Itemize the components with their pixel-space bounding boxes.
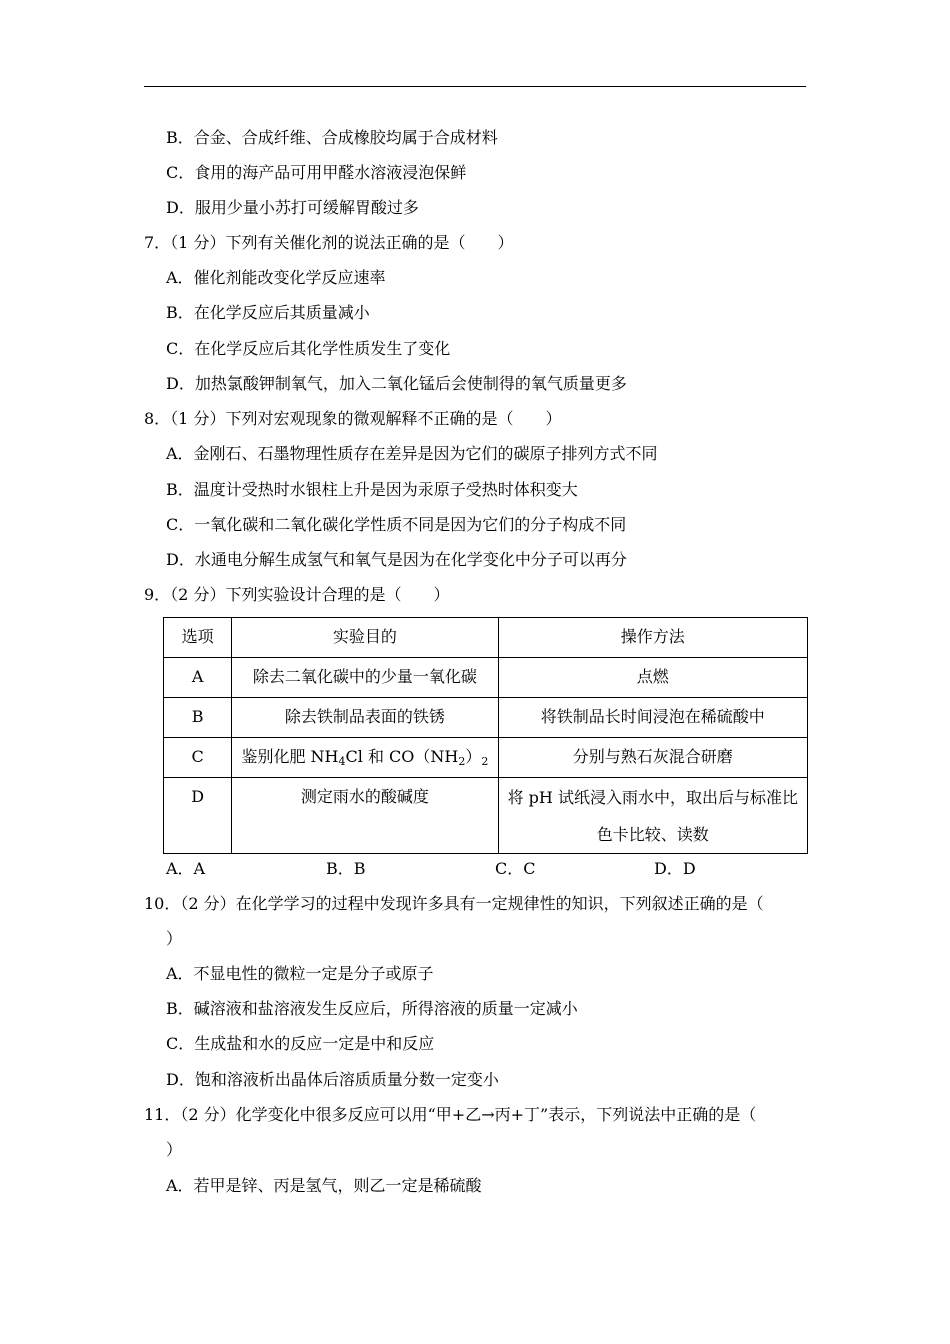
q10-option-d: D．饱和溶液析出晶体后溶质质量分数一定变小 [166, 1070, 499, 1089]
header-rule [144, 86, 806, 87]
formula-subscript: 2 [458, 755, 466, 768]
q9-stem: 9．（2 分）下列实验设计合理的是（ ） [144, 585, 450, 604]
formula-subscript: 2 [481, 755, 489, 768]
row-c-option: C [164, 738, 232, 778]
q11-stem-cont: ） [166, 1140, 183, 1159]
q9-choice-d: D．D [654, 859, 696, 878]
formula-part: 鉴别化肥 NH [241, 747, 339, 766]
q10-option-b: B．碱溶液和盐溶液发生反应后，所得溶液的质量一定减小 [166, 999, 578, 1018]
q6-option-c: C．食用的海产品可用甲醛水溶液浸泡保鲜 [166, 163, 467, 182]
table-header-row [164, 618, 808, 658]
q6-option-d: D．服用少量小苏打可缓解胃酸过多 [166, 198, 419, 217]
q11-stem: 11．（2 分）化学变化中很多反应可以用“甲+乙→丙+丁”表示，下列说法中正确的是（ [144, 1105, 757, 1124]
row-c-method: 分别与熟石灰混合研磨 [498, 738, 807, 778]
q11-option-a: A．若甲是锌、丙是氢气，则乙一定是稀硫酸 [166, 1176, 482, 1195]
row-d-purpose: 测定雨水的酸碱度 [232, 778, 498, 854]
header-option: 选项 [164, 618, 232, 658]
table-row [164, 778, 808, 854]
q10-option-c: C．生成盐和水的反应一定是中和反应 [166, 1034, 435, 1053]
row-c-purpose [232, 738, 498, 778]
method-line: 色卡比较、读数 [596, 825, 709, 844]
q8-stem: 8．（1 分）下列对宏观现象的微观解释不正确的是（ ） [144, 409, 562, 428]
q9-choice-b: B．B [326, 859, 366, 878]
row-d-method [498, 778, 807, 854]
formula-part: ） [465, 747, 482, 766]
table-row [164, 698, 808, 738]
q9-choice-c: C．C [495, 859, 536, 878]
row-a-purpose: 除去二氧化碳中的少量一氧化碳 [232, 658, 498, 698]
q7-option-a: A．催化剂能改变化学反应速率 [166, 268, 386, 287]
q7-option-b: B．在化学反应后其质量减小 [166, 303, 370, 322]
row-b-method: 将铁制品长时间浸泡在稀硫酸中 [498, 698, 807, 738]
q8-option-d: D．水通电分解生成氢气和氧气是因为在化学变化中分子可以再分 [166, 550, 627, 569]
formula-part: Cl 和 CO（NH [345, 747, 459, 766]
header-method: 操作方法 [498, 618, 807, 658]
q10-stem: 10．（2 分）在化学学习的过程中发现许多具有一定规律性的知识，下列叙述正确的是（ [144, 894, 764, 913]
row-a-option: A [164, 658, 232, 698]
q9-choice-a: A．A [166, 859, 206, 878]
row-d-option: D [164, 778, 232, 854]
q9-experiment-table [163, 617, 808, 854]
header-purpose: 实验目的 [232, 618, 498, 658]
q8-option-a: A．金刚石、石墨物理性质存在差异是因为它们的碳原子排列方式不同 [166, 444, 658, 463]
q10-stem-cont: ） [166, 929, 183, 948]
method-line: 将 pH 试纸浸入雨水中，取出后与标准比 [507, 788, 798, 807]
q8-option-c: C．一氧化碳和二氧化碳化学性质不同是因为它们的分子构成不同 [166, 515, 627, 534]
row-b-purpose: 除去铁制品表面的铁锈 [232, 698, 498, 738]
table-row [164, 738, 808, 778]
q7-option-d: D．加热氯酸钾制氧气，加入二氧化锰后会使制得的氧气质量更多 [166, 374, 627, 393]
row-b-option: B [164, 698, 232, 738]
q6-option-b: B．合金、合成纤维、合成橡胶均属于合成材料 [166, 128, 498, 147]
q8-option-b: B．温度计受热时水银柱上升是因为汞原子受热时体积变大 [166, 480, 578, 499]
row-a-method: 点燃 [498, 658, 807, 698]
table-row [164, 658, 808, 698]
q7-stem: 7．（1 分）下列有关催化剂的说法正确的是（ ） [144, 233, 514, 252]
q10-option-a: A．不显电性的微粒一定是分子或原子 [166, 964, 434, 983]
formula-subscript: 4 [338, 755, 346, 768]
q7-option-c: C．在化学反应后其化学性质发生了变化 [166, 339, 451, 358]
